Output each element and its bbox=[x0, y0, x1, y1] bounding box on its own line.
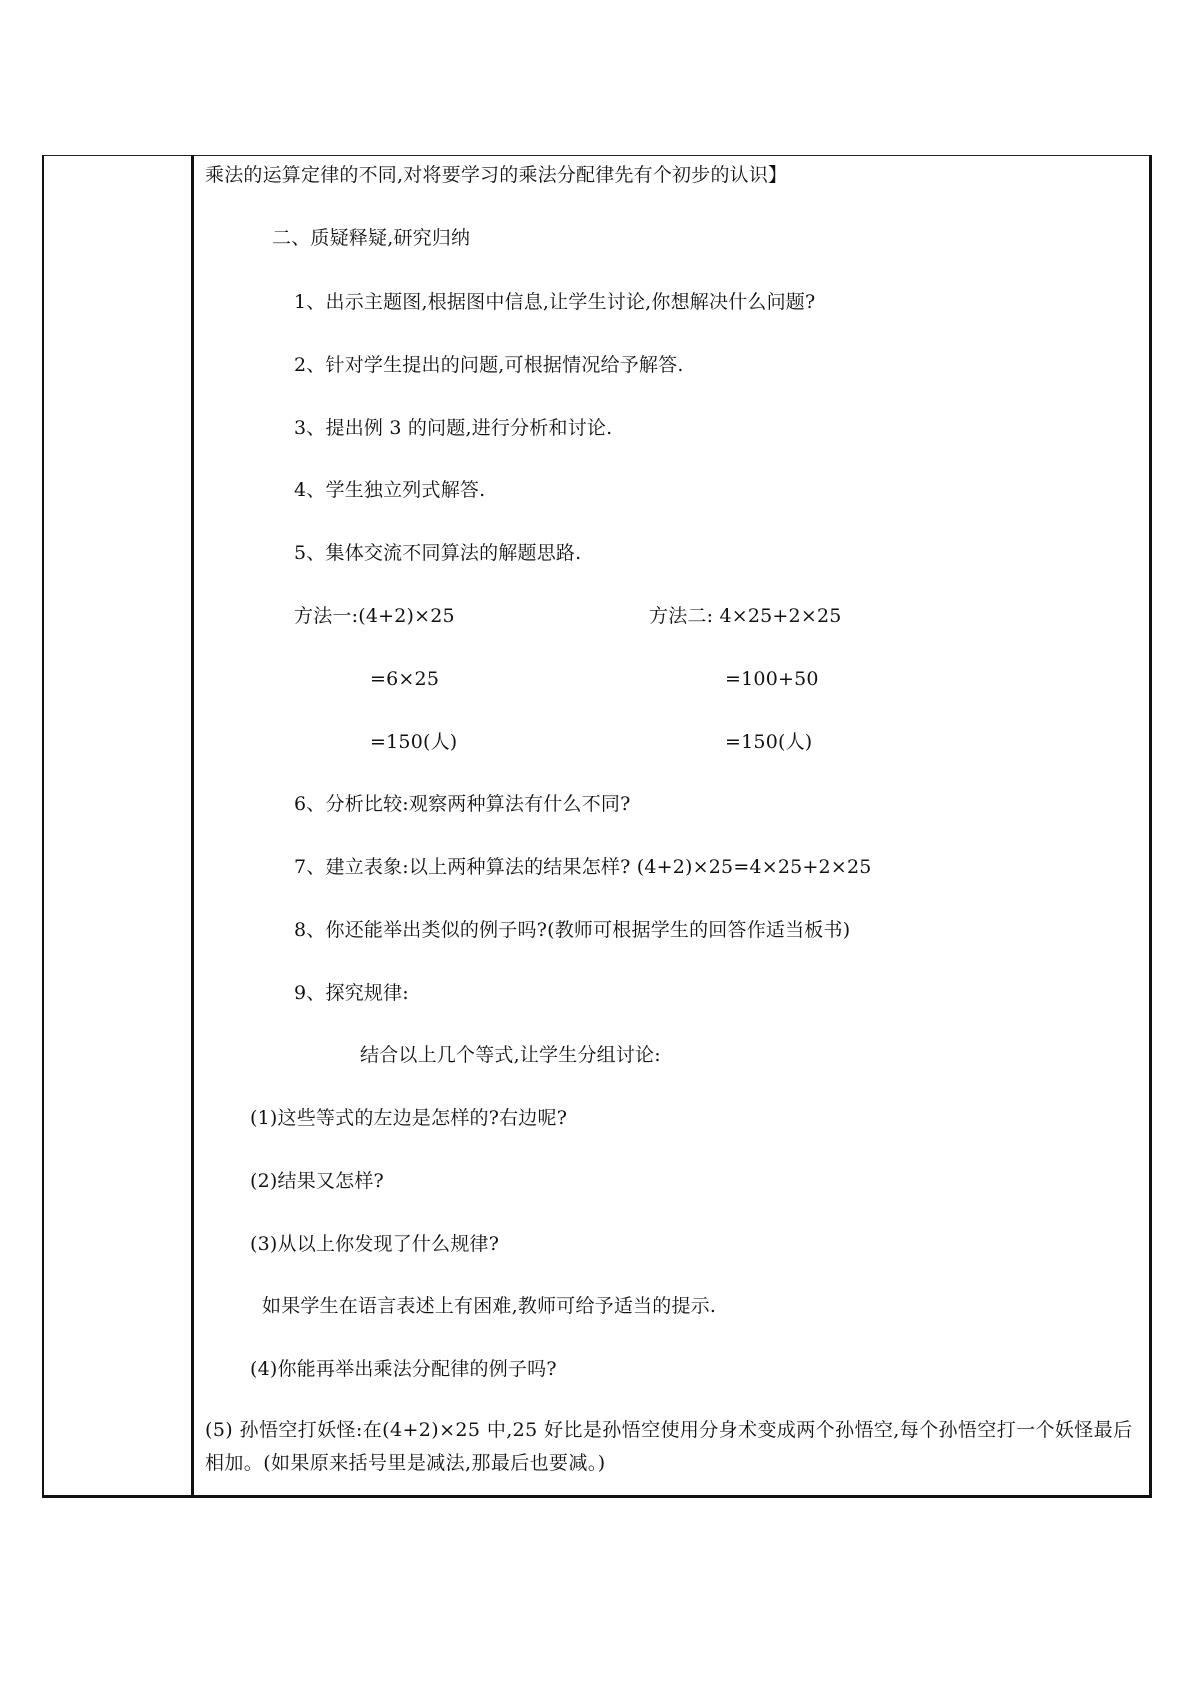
step-5: 5、集体交流不同算法的解题思路. bbox=[294, 542, 582, 564]
method-2-line-2: =100+50 bbox=[725, 668, 819, 690]
question-2: (2)结果又怎样? bbox=[250, 1170, 384, 1192]
method-1-line-1: 方法一:(4+2)×25 bbox=[294, 605, 455, 627]
section-heading: 二、质疑释疑,研究归纳 bbox=[272, 227, 471, 249]
step-1: 1、出示主题图,根据图中信息,让学生讨论,你想解决什么问题? bbox=[294, 291, 816, 313]
question-4: (4)你能再举出乘法分配律的例子吗? bbox=[250, 1358, 557, 1380]
method-1-line-3: =150(人) bbox=[370, 731, 458, 753]
question-3: (3)从以上你发现了什么规律? bbox=[250, 1233, 500, 1255]
question-5: (5) 孙悟空打妖怪:在(4+2)×25 中,25 好比是孙悟空使用分身术变成两个孙悟空,每个孙悟空打一个妖怪最后相加。(如果原来括号里是减法,那最后也要减。) bbox=[205, 1419, 1133, 1474]
group-discussion-prompt: 结合以上几个等式,让学生分组讨论: bbox=[360, 1044, 661, 1066]
step-3: 3、提出例 3 的问题,进行分析和讨论. bbox=[294, 417, 613, 439]
step-2: 2、针对学生提出的问题,可根据情况给予解答. bbox=[294, 354, 684, 376]
question-1: (1)这些等式的左边是怎样的?右边呢? bbox=[250, 1107, 568, 1129]
method-1-line-2: =6×25 bbox=[370, 668, 440, 690]
step-6: 6、分析比较:观察两种算法有什么不同? bbox=[294, 793, 631, 815]
table-column-divider bbox=[191, 155, 194, 1498]
intro-line: 乘法的运算定律的不同,对将要学习的乘法分配律先有个初步的认识】 bbox=[205, 164, 788, 186]
teacher-hint: 如果学生在语言表述上有困难,教师可给予适当的提示. bbox=[262, 1295, 717, 1317]
method-2-line-1: 方法二: 4×25+2×25 bbox=[649, 605, 842, 627]
method-2-line-3: =150(人) bbox=[725, 731, 813, 753]
step-4: 4、学生独立列式解答. bbox=[294, 479, 486, 501]
step-8: 8、你还能举出类似的例子吗?(教师可根据学生的回答作适当板书) bbox=[294, 919, 851, 941]
step-7: 7、建立表象:以上两种算法的结果怎样? (4+2)×25=4×25+2×25 bbox=[294, 856, 872, 878]
step-9: 9、探究规律: bbox=[294, 982, 409, 1004]
